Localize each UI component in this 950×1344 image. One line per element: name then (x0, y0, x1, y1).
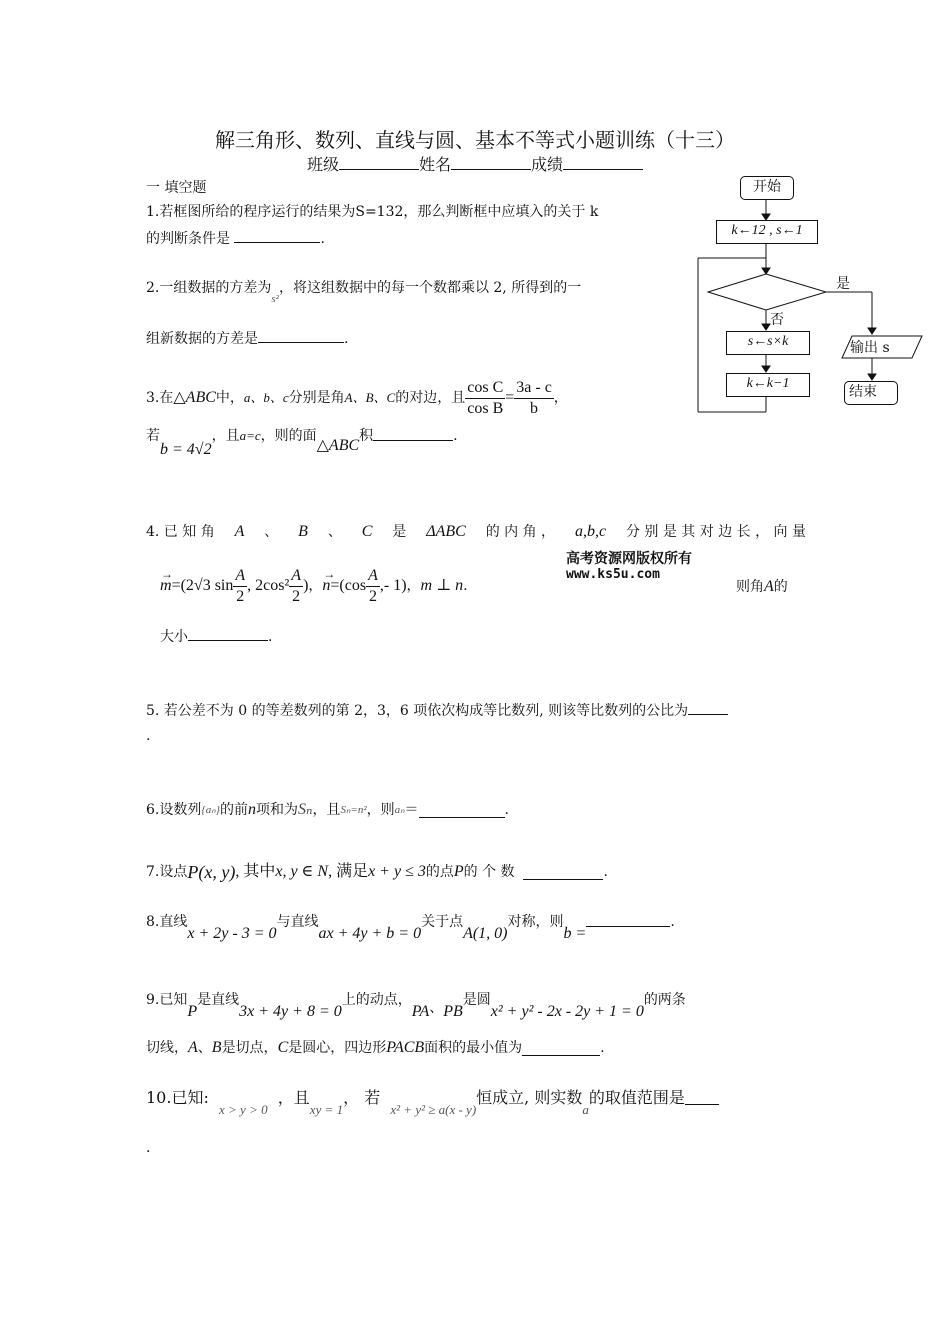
flowchart-start: 开始 (740, 176, 794, 200)
q8-line2: ax + 4y + b = 0 (318, 925, 422, 942)
watermark-url: www.ks5u.com (566, 567, 660, 582)
q8-text-c: 关于点 (421, 914, 464, 930)
q7-xy: x, y ∈ N (275, 863, 329, 880)
q10-ineq: x² + y² ≥ a(x - y) (390, 1102, 477, 1117)
q2-text-b: ，将这组数据中的每一个数都乘以 2, 所得到的一 (278, 280, 582, 296)
name-label: 姓名 (418, 155, 451, 174)
q4-answer-blank[interactable] (188, 626, 268, 641)
q4-m-expr-b: , 2cos² (247, 577, 290, 594)
q6-cond: Sₙ=n² (340, 804, 367, 816)
q3-bcond: b = 4√2 (160, 441, 212, 458)
q3-text-c: 分别是角 (288, 390, 345, 406)
q10-text-c: ， 若 (343, 1088, 381, 1107)
q4-m-expr-c: ) (303, 577, 309, 594)
q9-text-b: 是直线 (197, 992, 240, 1008)
q9-text-i: 面积的最小值为 (424, 1040, 523, 1056)
q7-line (146, 862, 608, 882)
q4-n-arrow: → (323, 567, 336, 581)
q5-line1 (146, 700, 728, 721)
flowchart (690, 170, 930, 420)
q5-text: 5. 若公差不为 0 的等差数列的第 2，3，6 项依次构成等比数列, 则该等比数列的公比为 (146, 703, 689, 719)
q6-n: n (248, 801, 257, 818)
q3-frac2 (514, 378, 554, 419)
score-blank[interactable] (563, 155, 643, 170)
q3-answer-blank[interactable] (373, 426, 453, 441)
q4-m-frac1 (233, 566, 247, 607)
q4-sides: a,b,c (574, 523, 607, 540)
q8-line (146, 912, 675, 946)
q4-m: m (160, 577, 172, 594)
q10-text-b: ，且 (277, 1088, 310, 1107)
q6-text-d: ，且 (312, 802, 341, 818)
q4-m-vector (160, 567, 173, 596)
q4-text-f: 的 (773, 579, 788, 595)
q4-m-frac2-num: A (289, 566, 303, 587)
q4-n-frac-num: A (366, 566, 380, 587)
q3-text-a: 3.在 (146, 390, 174, 406)
q9-B: B (211, 1039, 222, 1056)
q4-m-arrow: → (161, 567, 173, 581)
q4-n-frac-den: 2 (368, 587, 377, 605)
q9-sep2: 、 (197, 1040, 212, 1056)
q4-n: n (322, 577, 331, 594)
q4-text-g: 大小 (160, 629, 188, 645)
q7-P2: P (453, 863, 464, 880)
q3-ruo: 若 (146, 428, 160, 444)
q4-e-A: A (764, 578, 774, 595)
class-label: 班级 (306, 155, 339, 174)
q4-A: A (234, 523, 245, 540)
q3-text-f: ，则的面 (260, 428, 317, 444)
q7-P: P(x, y) (187, 862, 236, 882)
q1-line1: 1.若框图所给的程序运行的结果为S=132，那么判断框中应填入的关于 k (146, 204, 599, 220)
q3-aeqc: a=c (239, 428, 261, 443)
q4-line2-end (736, 577, 788, 597)
q4-m-frac2-den: 2 (292, 587, 301, 605)
q2-text-c: 组新数据的方差是 (146, 331, 258, 347)
q7-text-a: 7.设点 (146, 864, 188, 880)
page-title: 解三角形、数列、直线与圆、基本不等式小题训练（十三） (215, 128, 735, 152)
q4-m-frac1-den: 2 (236, 587, 245, 605)
q4-n-vector (322, 567, 336, 596)
q9-P: P (187, 1003, 198, 1020)
q4-dot: . (463, 578, 468, 594)
q4-line3: 大小 . (160, 626, 272, 647)
flowchart-init: k←12 , s←1 (716, 220, 818, 244)
q4-C: C (361, 523, 373, 540)
q8-point: A(1, 0) (463, 925, 508, 942)
q2-line2: 组新数据的方差是 . (146, 328, 348, 349)
q10-text-d: 恒成立, 则实数 (476, 1088, 583, 1107)
q4-comma2: ， (406, 578, 421, 594)
q8-end: . (670, 914, 675, 930)
q3-text-e: ，且 (211, 428, 240, 444)
q4-n-frac (366, 566, 380, 607)
q3-line1 (146, 376, 568, 420)
q4-text-e: 则角 (736, 579, 764, 595)
q4-line1 (146, 522, 806, 542)
flowchart-update-s: s←s×k (726, 331, 810, 355)
class-blank[interactable] (339, 155, 419, 170)
q7-ineq: x + y ≤ 3 (368, 863, 426, 880)
q10-cond2: xy = 1 (309, 1102, 344, 1117)
q3-angles: A、B、C (344, 390, 396, 405)
q7-end: . (603, 864, 608, 880)
q3-triangle2: △ABC (316, 437, 360, 454)
q4-text-b: 是 (392, 524, 407, 540)
q10-cond1: x > y > 0 (219, 1102, 268, 1117)
q9-quad: PACB (386, 1039, 425, 1056)
q1-line2: 的判断条件是 . (146, 228, 325, 249)
q3-triangle: △ABC (173, 389, 216, 406)
q8-beq: b = (563, 925, 587, 942)
q6-seq: {aₙ} (201, 804, 221, 816)
q9-A: A (188, 1039, 198, 1056)
q9-text-h: 是圆心，四边形 (288, 1040, 387, 1056)
q6-answer-blank[interactable] (419, 803, 505, 818)
q3-eq: = (505, 389, 515, 406)
q10-text-e: 的取值范围是 (588, 1088, 685, 1107)
q9-C: C (277, 1039, 289, 1056)
q3-frac2-num: 3a - c (514, 378, 554, 399)
q3-frac1-num: cos C (465, 378, 505, 399)
q9-circle: x² + y² - 2x - 2y + 1 = 0 (490, 1003, 644, 1020)
q3-line2: 若 b = 4√2 ，且 a=c ，则的面 △ABC 积 . (146, 428, 458, 458)
watermark-cn: 高考资源网版权所有 (566, 551, 692, 567)
q8-answer-blank[interactable] (586, 912, 670, 927)
q4-text-d: 分 别 是 其 对 边 长 ， 向 量 (625, 524, 806, 540)
q6-text-f: ＝ (404, 802, 419, 818)
q1-answer-blank[interactable] (234, 228, 320, 243)
q4-text-a: 4. 已 知 角 (146, 524, 215, 540)
q1-text: 的判断条件是 (146, 231, 230, 247)
q4-m-expr-a: =(2√3 sin (171, 577, 234, 594)
q3-frac2-den: b (530, 399, 539, 417)
q4-text-c: 的 内 角 ， (485, 524, 556, 540)
q10-line1 (146, 1088, 719, 1122)
flowchart-no: 否 (770, 312, 784, 328)
q6-Sn: Sₙ (298, 801, 313, 818)
q7-answer-blank[interactable] (523, 865, 603, 880)
q2-s2: s² (271, 293, 279, 305)
q9-text-c: 上的动点， (341, 992, 412, 1008)
q4-line2 (160, 562, 468, 610)
q4-perp: m ⊥ n (420, 577, 464, 594)
q10-answer-blank[interactable] (685, 1088, 719, 1105)
q9-PB: PB (443, 1003, 463, 1020)
q4-n-expr-b: ,- 1) (379, 577, 407, 594)
q9-text-e: 的两条 (643, 992, 686, 1008)
flowchart-output: 输出 s (850, 340, 890, 356)
q7-text-e: 的 个 数 (463, 864, 515, 880)
q3-frac1 (465, 378, 505, 419)
q2-answer-blank[interactable] (258, 328, 344, 343)
q9-line1 (146, 990, 686, 1024)
q7-text-c: , 满足 (328, 863, 369, 880)
q3-frac1-den: cos B (467, 399, 504, 417)
q9-answer-blank[interactable] (522, 1041, 600, 1056)
q3-sides: a、b、c (243, 390, 289, 405)
flowchart-end: 结束 (844, 381, 898, 405)
q9-end: . (600, 1040, 605, 1056)
q5-answer-blank[interactable] (688, 700, 728, 715)
q10-end: . (146, 1140, 151, 1156)
q3-text-b: 中， (215, 390, 244, 406)
score-label: 成绩 (531, 155, 564, 174)
q6-line: 6.设数列 {aₙ} 的前 n 项和为 Sₙ ，且 Sₙ=n² ，则 aₙ ＝ . (146, 801, 509, 818)
q6-text-a: 6.设数列 (146, 802, 202, 818)
q4-sep1: 、 (264, 524, 279, 540)
q4-n-expr-a: =(cos (330, 577, 367, 594)
q8-line1: x + 2y - 3 = 0 (187, 925, 277, 942)
q3-comma: ， (553, 390, 568, 406)
q10-a: a (582, 1102, 589, 1117)
q5-end: . (146, 728, 151, 744)
q6-an: aₙ (394, 804, 405, 816)
q9-sep: 、 (429, 1000, 444, 1016)
flowchart-update-k: k←k−1 (726, 373, 810, 397)
q6-text-c: 项和为 (256, 802, 299, 818)
q7-text-b: , 其中 (235, 863, 276, 880)
q9-line: 3x + 4y + 8 = 0 (239, 1003, 342, 1020)
q6-text-b: 的前 (220, 802, 249, 818)
q3-text-d: 的对边，且 (395, 390, 466, 406)
q4-m-frac2 (289, 566, 303, 607)
q4-B: B (298, 523, 308, 540)
q8-text-a: 8.直线 (146, 914, 188, 930)
q8-text-d: 对称，则 (507, 914, 564, 930)
q8-text-b: 与直线 (276, 914, 319, 930)
q6-text-e: ，则 (366, 802, 395, 818)
q4-comma1: ， (308, 578, 323, 594)
flowchart-yes: 是 (836, 276, 850, 292)
q7-text-d: 的点 (425, 864, 454, 880)
q9-text-f: 切线， (146, 1040, 188, 1056)
q9-text-d: 是圆 (462, 992, 491, 1008)
q4-sep2: 、 (327, 524, 342, 540)
name-blank[interactable] (451, 155, 531, 170)
q9-line2 (146, 1038, 605, 1058)
q9-PA: PA (411, 1003, 430, 1020)
q10-text-a: 10.已知: (146, 1088, 209, 1107)
q9-text-g: 是切点， (221, 1040, 278, 1056)
q4-triangle: ΔABC (426, 523, 466, 540)
section-label: 一 填空题 (146, 180, 207, 196)
q9-text-a: 9.已知 (146, 992, 188, 1008)
q3-text-g: 积 (359, 428, 374, 444)
q2-text-a: 2.一组数据的方差为 (146, 280, 272, 296)
q4-m-frac1-num: A (233, 566, 247, 587)
q2-line1 (146, 278, 582, 305)
